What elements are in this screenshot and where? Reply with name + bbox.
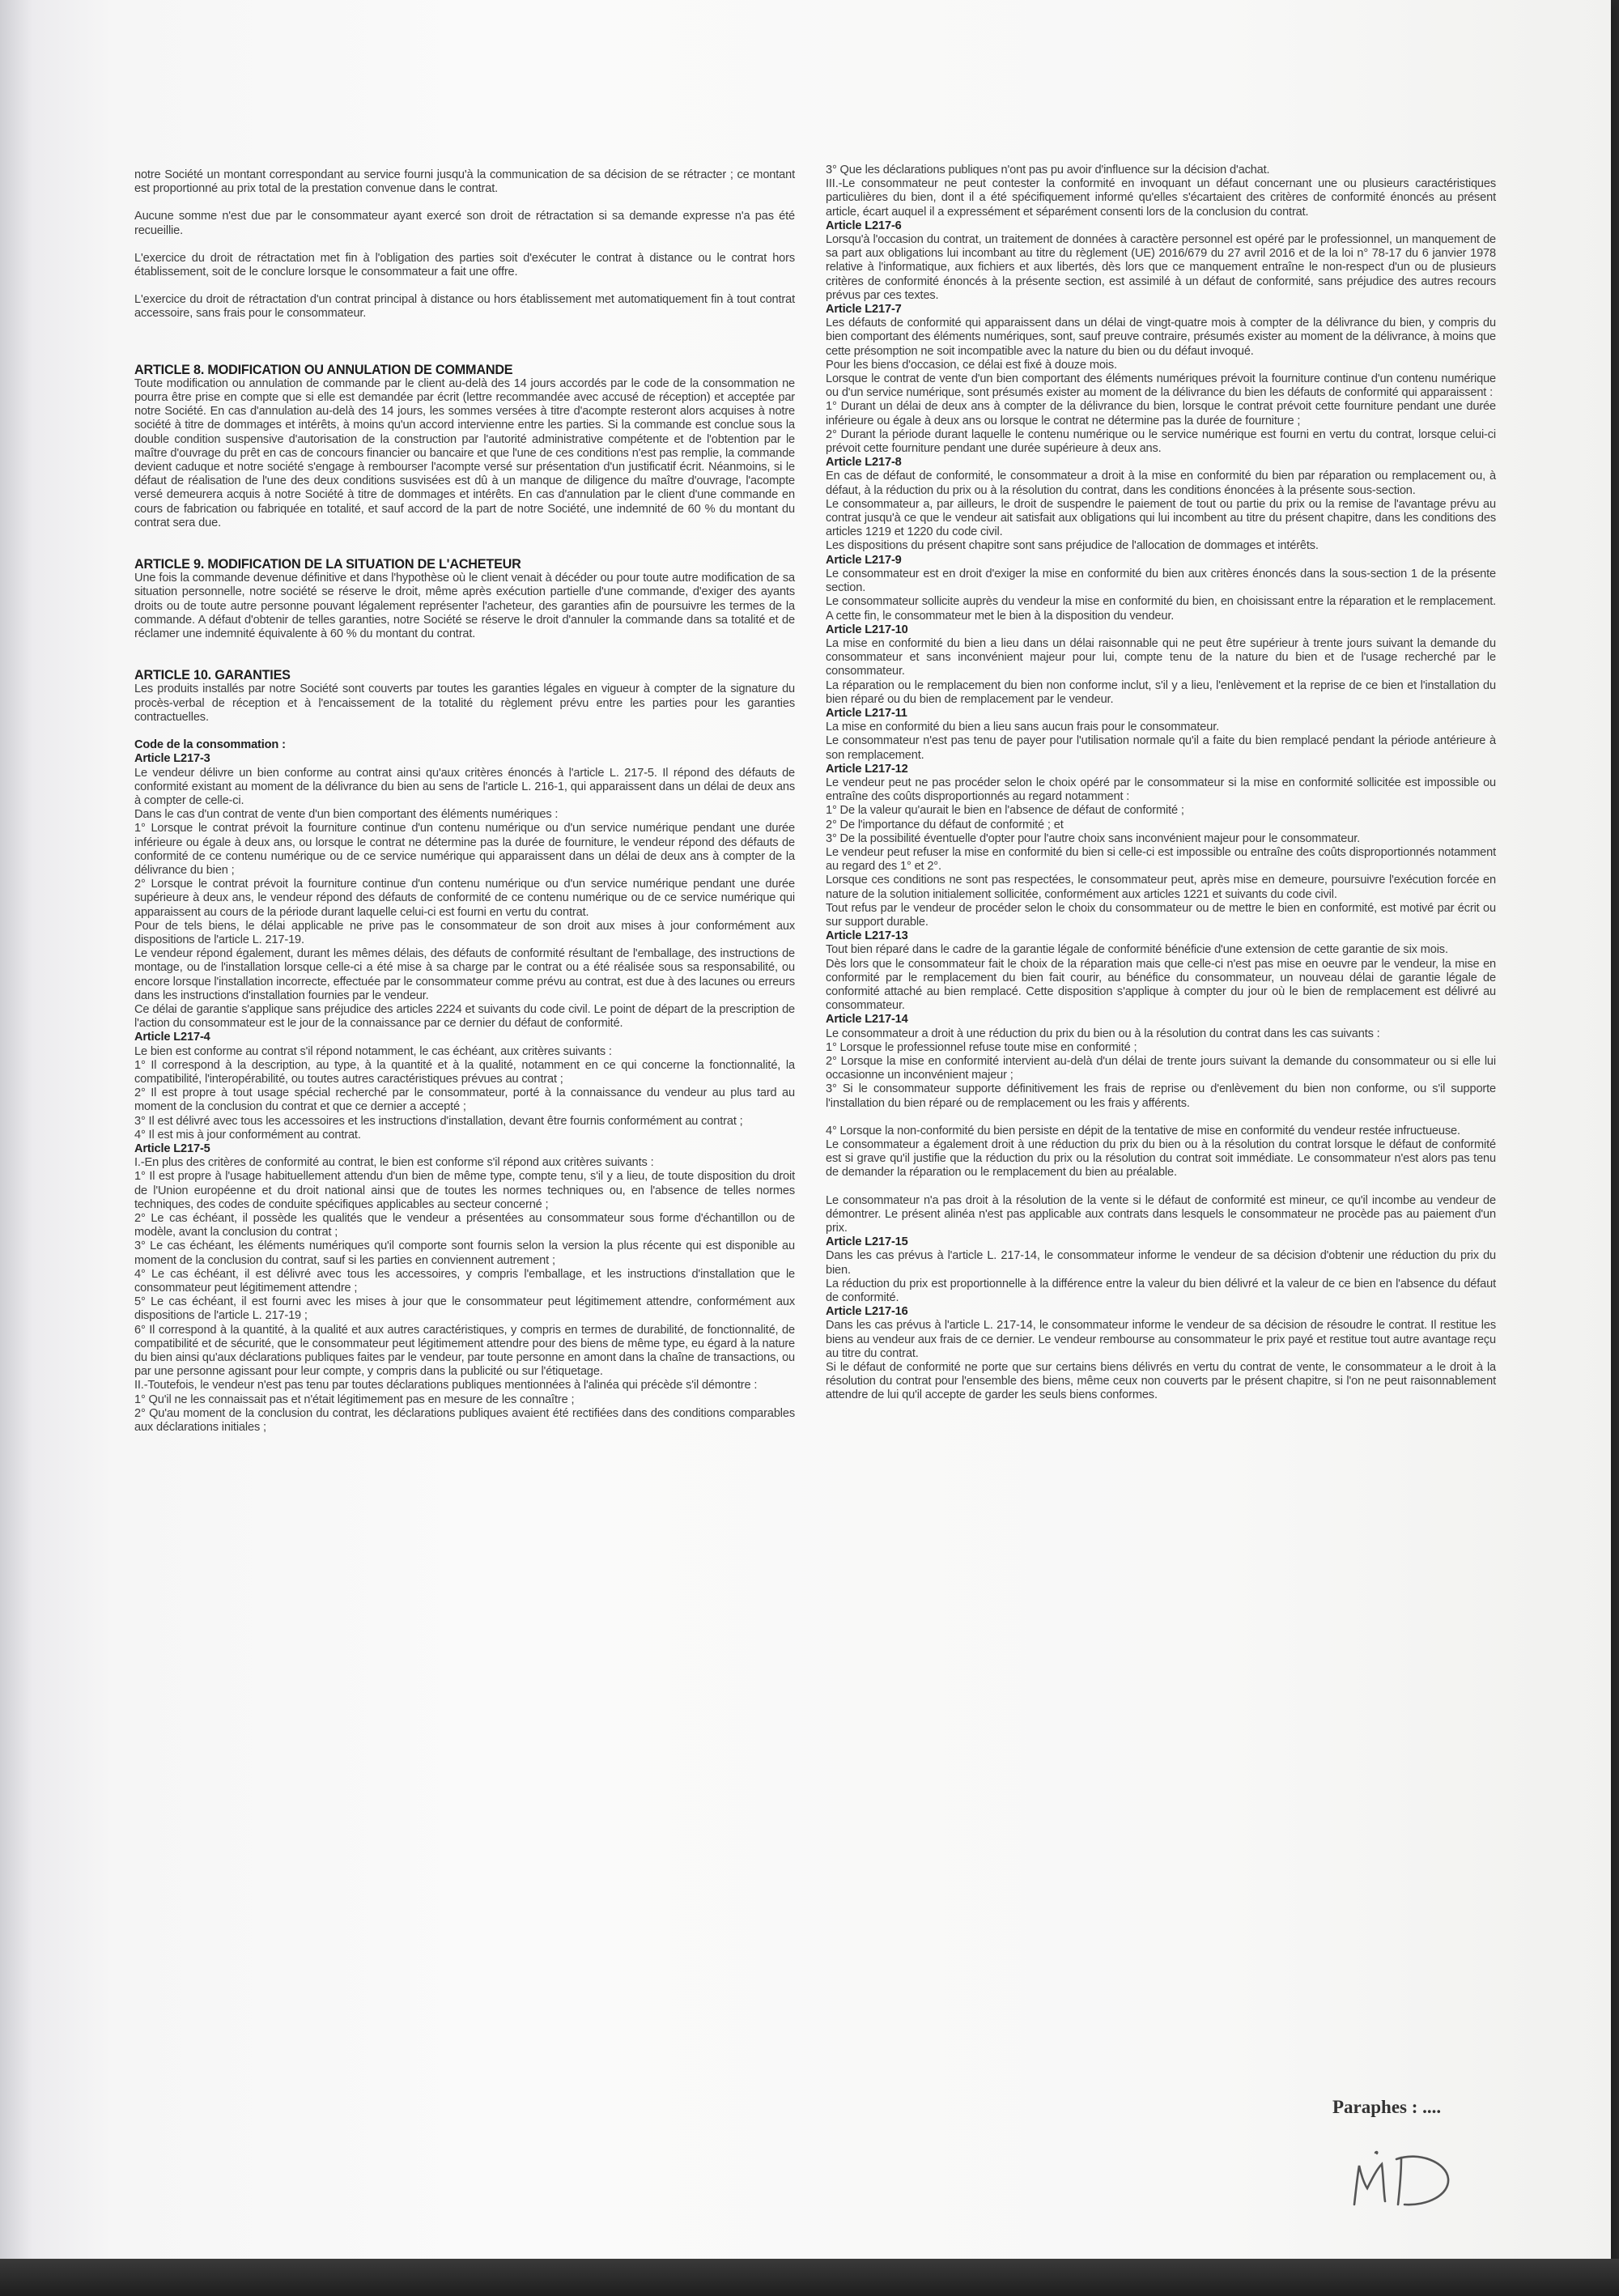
paragraph: Le vendeur délivre un bien conforme au contrat ainsi qu'aux critères énoncés à l'article L. 217-5. Il répond des défauts de conformité existant au moment de la délivrance du bien au sens de l'article L. 216-1, qui apparaissent dans un délai de deux ans à compter de celle-ci.	[134, 766, 795, 807]
spacer	[134, 641, 795, 669]
paragraph: 3° De la possibilité éventuelle d'opter pour l'autre choix sans inconvénient majeur pour le consommateur.	[826, 831, 1361, 845]
paragraph: Le consommateur sollicite auprès du vendeur la mise en conformité du bien, en choisissant entre la réparation et le remplacement. A cette fin, le consommateur met le bien à la disposition du vendeur.	[826, 595, 1496, 623]
article-heading: ARTICLE 10. GARANTIES	[134, 668, 291, 683]
paragraph: 2° Durant la période durant laquelle le contenu numérique ou le service numérique est fourni en vertu du contrat, lorsque celui-ci prévoit cette fourniture pendant une durée supérieure à deux ans.	[826, 427, 1496, 456]
paragraph: 4° Le cas échéant, il est délivré avec tous les accessoires, y compris l'emballage, et les instructions d'installation que le consommateur peut légitimement attendre ;	[134, 1267, 795, 1295]
paragraph: Le consommateur a, par ailleurs, le droit de suspendre le paiement de tout ou partie du prix ou la remise de l'avantage prévu au contrat jusqu'à ce que le vendeur ait satisfait aux obligations qui lui incombent au titre du présent chapitre, dans les conditions des articles 1219 et 1220 du code civil.	[826, 497, 1496, 539]
paragraph: La réduction du prix est proportionnelle à la différence entre la valeur du bien délivré et la valeur de ce bien en l'absence du défaut de conformité.	[826, 1277, 1496, 1305]
paragraph: 2° Qu'au moment de la conclusion du contrat, les déclarations publiques avaient été rectifiées dans des conditions comparables aux déclarations initiales ;	[134, 1406, 795, 1435]
paragraph: 1° Lorsque le professionnel refuse toute mise en conformité ;	[826, 1040, 1137, 1054]
paragraph: II.-Toutefois, le vendeur n'est pas tenu par toutes déclarations publiques mentionnées à l'alinéa qui précède s'il démontre :	[134, 1379, 758, 1392]
article-subheading: Article L217-5	[134, 1142, 210, 1155]
paragraph: 1° Qu'il ne les connaissait pas et n'était légitimement pas en mesure de les connaître ;	[134, 1392, 575, 1406]
article-subheading: Article L217-6	[826, 219, 902, 232]
paragraph: Pour les biens d'occasion, ce délai est fixé à douze mois.	[826, 358, 1117, 372]
spacer	[134, 196, 795, 210]
paragraph: notre Société un montant correspondant au service fourni jusqu'à la communication de sa décision de se rétracter ; ce montant est proportionné au prix total de la prestation convenue dans le contrat.	[134, 168, 795, 196]
paragraph: Ce délai de garantie s'applique sans préjudice des articles 2224 et suivants du code civil. Le point de départ de la prescription de l'action du consommateur est le jour de la connaissance par ce dernier du défaut de conformité.	[134, 1002, 795, 1031]
paraphes-label: Paraphes : ....	[1332, 2097, 1442, 2117]
paragraph: I.-En plus des critères de conformité au contrat, le bien est conforme s'il répond aux critères suivants :	[134, 1156, 654, 1170]
article-subheading: Article L217-11	[826, 706, 907, 720]
paragraph: Le consommateur est en droit d'exiger la mise en conformité du bien aux critères énoncés dans la sous-section 1 de la présente section.	[826, 567, 1496, 595]
paragraph: Pour de tels biens, le délai applicable ne prive pas le consommateur de son droit aux mises à jour conformément aux dispositions de l'article L. 217-19.	[134, 919, 795, 946]
paragraph: 2° De l'importance du défaut de conformité ; et	[826, 818, 1064, 831]
article-subheading: Code de la consommation :	[134, 738, 286, 752]
paragraph: Si le défaut de conformité ne porte que sur certains biens délivrés en vertu du contrat de vente, le consommateur a le droit à la résolution du contrat pour l'ensemble des biens, même ceux non couverts par le présent chapitre, si l'on ne peut raisonnablement attendre de lui qu'il accepte de garder les seuls biens conformes.	[826, 1361, 1496, 1402]
spacer	[826, 1111, 1496, 1125]
paragraph: Aucune somme n'est due par le consommateur ayant exercé son droit de rétractation si sa demande expresse n'a pas été recueillie.	[134, 210, 795, 237]
left-text-column	[134, 168, 795, 1435]
backdrop-surface	[0, 2259, 1619, 2296]
paragraph: Dans les cas prévus à l'article L. 217-14, le consommateur informe le vendeur de sa décision de résoudre le contrat. Il restitue les biens au vendeur aux frais de ce dernier. Le vendeur rembourse au consommateur le prix payé et restitue tout autre avantage reçu au titre du contrat.	[826, 1319, 1496, 1360]
paragraph: Le consommateur a droit à une réduction du prix du bien ou à la résolution du contrat dans les cas suivants :	[826, 1027, 1380, 1040]
article-heading: ARTICLE 9. MODIFICATION DE LA SITUATION DE L'ACHETEUR	[134, 557, 521, 572]
paragraph: Lorsque ces conditions ne sont pas respectées, le consommateur peut, après mise en demeure, poursuivre l'exécution forcée en nature de la solution initialement sollicitée, conformément aux articles 1221 et suivants du code civil.	[826, 874, 1496, 901]
paragraph: En cas de défaut de conformité, le consommateur a droit à la mise en conformité du bien par réparation ou remplacement ou, à défaut, à la réduction du prix ou à la résolution du contrat, dans les conditions énoncées à la présente sous-section.	[826, 470, 1496, 497]
right-text-column	[826, 164, 1496, 1403]
paragraph: 1° Il correspond à la description, au type, à la quantité et à la qualité, notamment en ce qui concerne la fonctionnalité, la compatibilité, l'interopérabilité, ou toutes autres caractéristiques prévues au contrat ;	[134, 1058, 795, 1086]
spacer	[134, 530, 795, 558]
paragraph: Le vendeur répond également, durant les mêmes délais, des défauts de conformité résultant de l'emballage, des instructions de montage, ou de l'installation lorsque celle-ci a été mise à sa charge par le contrat ou a été réalisée sous sa responsabilité, ou encore lorsque l'installation incorrecte, effectuée par le consommateur comme prévu au contrat, est due à des lacunes ou erreurs dans les instructions d'installation fournies par le vendeur.	[134, 947, 795, 1002]
paragraph: Le bien est conforme au contrat s'il répond notamment, le cas échéant, aux critères suivants :	[134, 1044, 612, 1058]
spacer	[134, 279, 795, 293]
spacer	[134, 725, 795, 738]
paragraph: 2° Il est propre à tout usage spécial recherché par le consommateur, porté à la connaissance du vendeur au plus tard au moment de la conclusion du contrat et que ce dernier a accepté ;	[134, 1086, 795, 1114]
paragraph: 3° Si le consommateur supporte définitivement les frais de reprise ou d'enlèvement du bien non conforme, ou s'il supporte l'installation du bien réparé ou de remplacement ou les frais y afférents.	[826, 1082, 1496, 1110]
paragraph: Le vendeur peut ne pas procéder selon le choix opéré par le consommateur si la mise en conformité sollicitée est impossible ou entraîne des coûts disproportionnés au regard notamment :	[826, 776, 1496, 804]
paragraph: Le consommateur a également droit à une réduction du prix du bien ou à la résolution du contrat lorsque le défaut de conformité est si grave qu'il justifie que la réduction du prix ou la résolution du contrat soit immédiate. Le consommateur n'est alors pas tenu de demander la réparation ou le remplacement du bien au préalable.	[826, 1138, 1496, 1180]
article-subheading: Article L217-4	[134, 1031, 210, 1044]
paragraph: L'exercice du droit de rétractation met fin à l'obligation des parties soit d'exécuter le contrat à distance ou le contrat hors établissement, soit de le conclure lorsque le consommateur a fait une offre.	[134, 251, 795, 279]
article-subheading: Article L217-16	[826, 1305, 908, 1319]
paragraph: 5° Le cas échéant, il est fourni avec les mises à jour que le consommateur peut légitimement attendre, conformément aux dispositions de l'article L. 217-19 ;	[134, 1295, 795, 1323]
paragraph: Le consommateur n'est pas tenu de payer pour l'utilisation normale qu'il a faite du bien remplacé pendant la période antérieure à son remplacement.	[826, 734, 1496, 762]
paragraph: Les produits installés par notre Société sont couverts par toutes les garanties légales en vigueur à compter de la signature du procès-verbal de réception et à l'encaissement de la totalité du règlement prévu entre les parties pour les garanties contractuelles.	[134, 682, 795, 724]
paragraph: Une fois la commande devenue définitive et dans l'hypothèse où le client venait à décéder ou pour toute autre modification de sa situation personnelle, notre société se réserve le droit, même après exécution partielle d'une commande, d'exiger des ayants droits ou de toute autre personne pouvant légalement représenter l'acheteur, des garanties afin de poursuivre les termes de la commande. A défaut d'obtenir de telles garanties, notre Société se réserve le droit d'annuler la commande dans sa totalité et de réclamer une indemnité équivalente à 60 % du montant du contrat.	[134, 572, 795, 641]
paragraph: 1° Il est propre à l'usage habituellement attendu d'un bien de même type, compte tenu, s'il y a lieu, de toute disposition du droit de l'Union européenne et du droit national ainsi que de toutes les normes techniques ou, en l'absence de telles normes techniques, des codes de conduite spécifiques applicables au secteur concerné ;	[134, 1170, 795, 1211]
paragraph: Toute modification ou annulation de commande par le client au-delà des 14 jours accordés par le code de la consommation ne pourra être prise en compte que si elle est demandée par écrit (lettre recommandée avec accusé de réception) et acceptée par notre Société. En cas d'annulation au-delà des 14 jours, les sommes versées à titre d'acompte resteront alors acquises à notre société à titre de dommages et intérêts, à moins qu'un accord intervienne entre les parties. Si la commande est conclue sous la double condition suspensive d'autorisation de la construction par l'autorité administrative compétente et de l'obtention par le maître d'ouvrage du prêt en cas de concours financier ou bancaire et que l'une de ces conditions n'est pas remplie, la commande devient caduque et notre société s'engage à rembourser l'acompte versé sur présentation d'un justificatif écrit. Néanmoins, si le défaut de réalisation de l'une des deux conditions susvisées est dû à un manque de diligence du maître d'ouvrage, l'acompte versé demeurera acquis à notre Société à titre de dommages et intérêts. En cas d'annulation par le client d'une commande en cours de fabrication ou fabriquée en totalité, et sauf accord de la part de notre Société, une indemnité de 60 % du montant du contrat sera due.	[134, 376, 795, 529]
paragraph: Dans le cas d'un contrat de vente d'un bien comportant des éléments numériques :	[134, 808, 559, 822]
paragraph: Lorsque le contrat de vente d'un bien comportant des éléments numériques prévoit la fourniture continue d'un contenu numérique ou d'un service numérique, sont présumés exister au moment de la délivrance du bien les défauts de conformité qui apparaissent :	[826, 372, 1496, 400]
paragraph: Le consommateur n'a pas droit à la résolution de la vente si le défaut de conformité est mineur, ce qu'il incombe au vendeur de démontrer. Le présent alinéa n'est pas applicable aux contrats dans lesquels le consommateur ne procède pas au paiement d'un prix.	[826, 1193, 1496, 1235]
paragraph: 3° Que les déclarations publiques n'ont pas pu avoir d'influence sur la décision d'achat.	[826, 164, 1270, 176]
paragraph: Le vendeur peut refuser la mise en conformité du bien si celle-ci est impossible ou entraîne des coûts disproportionnés notamment au regard des 1° et 2°.	[826, 845, 1496, 874]
article-subheading: Article L217-3	[134, 752, 210, 766]
article-subheading: Article L217-14	[826, 1013, 908, 1027]
article-subheading: Article L217-13	[826, 929, 908, 943]
article-subheading: Article L217-12	[826, 762, 908, 776]
paragraph: 3° Le cas échéant, les éléments numériques qu'il comporte sont fournis selon la version la plus récente qui est disponible au moment de la conclusion du contrat, sauf si les parties en conviennent autrement ;	[134, 1239, 795, 1267]
paragraph: L'exercice du droit de rétractation d'un contrat principal à distance ou hors établissement met automatiquement fin à tout contrat accessoire, sans frais pour le consommateur.	[134, 293, 795, 321]
paragraph: Tout bien réparé dans le cadre de la garantie légale de conformité bénéficie d'une extension de cette garantie de six mois.	[826, 943, 1448, 957]
spacer	[134, 238, 795, 252]
paragraph: Tout refus par le vendeur de procéder selon le choix du consommateur ou de mettre le bien en conformité, est motivé par écrit ou sur support durable.	[826, 901, 1496, 929]
paragraph: Lorsqu'à l'occasion du contrat, un traitement de données à caractère personnel est opéré par le professionnel, un manquement de sa part aux obligations lui incombant au titre du règlement (UE) 2016/679 du 27 avril 2016 et de la loi n° 78-17 du 6 janvier 1978 relative à l'informatique, aux fichiers et aux libertés, dès lors que ce manquement entraîne le non-respect d'un ou de plusieurs critères de conformité énoncés à la présente section, est assimilé à un défaut de conformité, sans préjudice des autres recours prévus par ces textes.	[826, 233, 1496, 302]
paragraph: 2° Lorsque la mise en conformité intervient au-delà d'un délai de trente jours suivant la demande du consommateur ou si elle lui occasionne un inconvénient majeur ;	[826, 1055, 1496, 1082]
paragraph: 4° Il est mis à jour conformément au contrat.	[134, 1128, 361, 1142]
spacer	[826, 1180, 1496, 1194]
article-subheading: Article L217-8	[826, 456, 902, 470]
article-subheading: Article L217-9	[826, 553, 902, 567]
article-subheading: Article L217-15	[826, 1235, 908, 1249]
paragraph: Les dispositions du présent chapitre sont sans préjudice de l'allocation de dommages et intérêts.	[826, 539, 1319, 553]
paragraph: 2° Lorsque le contrat prévoit la fourniture continue d'un contenu numérique ou d'un service numérique pendant une durée supérieure à deux ans, le vendeur répond des défauts de conformité de ce contenu numérique ou de ce service numérique qui apparaissent au cours de la période durant laquelle celui-ci est fourni en vertu du contrat.	[134, 878, 795, 919]
paragraph: 1° Durant un délai de deux ans à compter de la délivrance du bien, lorsque le contrat prévoit cette fourniture pendant une durée inférieure ou égale à deux ans ou lorsque le contrat ne détermine pas la durée de fourniture ;	[826, 400, 1496, 427]
paragraph: Les défauts de conformité qui apparaissent dans un délai de vingt-quatre mois à compter de la délivrance du bien, y compris du bien comportant des éléments numériques, sont, sauf preuve contraire, présumés exister au moment de la délivrance, à moins que cette présomption ne soit incompatible avec la nature du bien ou du défaut invoqué.	[826, 317, 1496, 358]
paragraph: Dès lors que le consommateur fait le choix de la réparation mais que celle-ci n'est pas mise en oeuvre par le vendeur, la mise en conformité par le remplacement du bien fait courir, au bénéfice du consommateur, un nouveau délai de garantie légale de conformité attaché au bien remplacé. Cette disposition s'applique à compter du jour où le bien de remplacement est délivré au consommateur.	[826, 957, 1496, 1013]
handwritten-initials	[1348, 2141, 1457, 2210]
paragraph: 1° De la valeur qu'aurait le bien en l'absence de défaut de conformité ;	[826, 804, 1184, 818]
paragraph: Dans les cas prévus à l'article L. 217-14, le consommateur informe le vendeur de sa décision d'obtenir une réduction du prix du bien.	[826, 1249, 1496, 1277]
article-heading: ARTICLE 8. MODIFICATION OU ANNULATION DE COMMANDE	[134, 362, 513, 377]
paragraph: 6° Il correspond à la quantité, à la qualité et aux autres caractéristiques, y compris en termes de durabilité, de fonctionnalité, de compatibilité et de sécurité, que le consommateur peut légitimement attendre pour des biens de même type, eu égard à la nature du bien ainsi qu'aux déclarations publiques faites par le vendeur, par toute personne en amont dans la chaîne de transactions, ou par une personne agissant pour leur compte, y compris dans la publicité ou sur l'étiquetage.	[134, 1323, 795, 1379]
paragraph: 4° Lorsque la non-conformité du bien persiste en dépit de la tentative de mise en conformité du vendeur restée infructueuse.	[826, 1124, 1460, 1137]
paragraph: III.-Le consommateur ne peut contester la conformité en invoquant un défaut concernant une ou plusieurs caractéristiques particulières du bien, dont il a été spécifiquement informé qu'elles s'écartaient des critères de conformité énoncés au présent article, écart auquel il a expressément et séparément consenti lors de la conclusion du contrat.	[826, 177, 1496, 219]
paragraph: La mise en conformité du bien a lieu sans aucun frais pour le consommateur.	[826, 721, 1220, 734]
paragraph: 2° Le cas échéant, il possède les qualités que le vendeur a présentées au consommateur sous forme d'échantillon ou de modèle, avant la conclusion du contrat ;	[134, 1212, 795, 1239]
paragraph: La mise en conformité du bien a lieu dans un délai raisonnable qui ne peut être supérieur à trente jours suivant la demande du consommateur et sans inconvénient majeur pour lui, compte tenu de la nature du bien et de l'usage recherché par le consommateur.	[826, 636, 1496, 678]
paragraph: 1° Lorsque le contrat prévoit la fourniture continue d'un contenu numérique ou d'un service numérique pendant une durée inférieure ou égale à deux ans, ou lorsque le contrat ne détermine pas la durée de fourniture, le vendeur répond des défauts de conformité de ce contenu numérique ou de ce service numérique qui apparaissent dans un délai de deux ans à compter de la délivrance du bien ;	[134, 822, 795, 877]
paragraph: 3° Il est délivré avec tous les accessoires et les instructions d'installation, devant être fournis conformément au contrat ;	[134, 1114, 743, 1128]
paragraph: La réparation ou le remplacement du bien non conforme inclut, s'il y a lieu, l'enlèvement et la reprise de ce bien et l'installation du bien réparé ou du bien de remplacement par le vendeur.	[826, 678, 1496, 706]
article-subheading: Article L217-7	[826, 303, 902, 317]
spacer	[134, 321, 795, 364]
article-subheading: Article L217-10	[826, 623, 908, 636]
